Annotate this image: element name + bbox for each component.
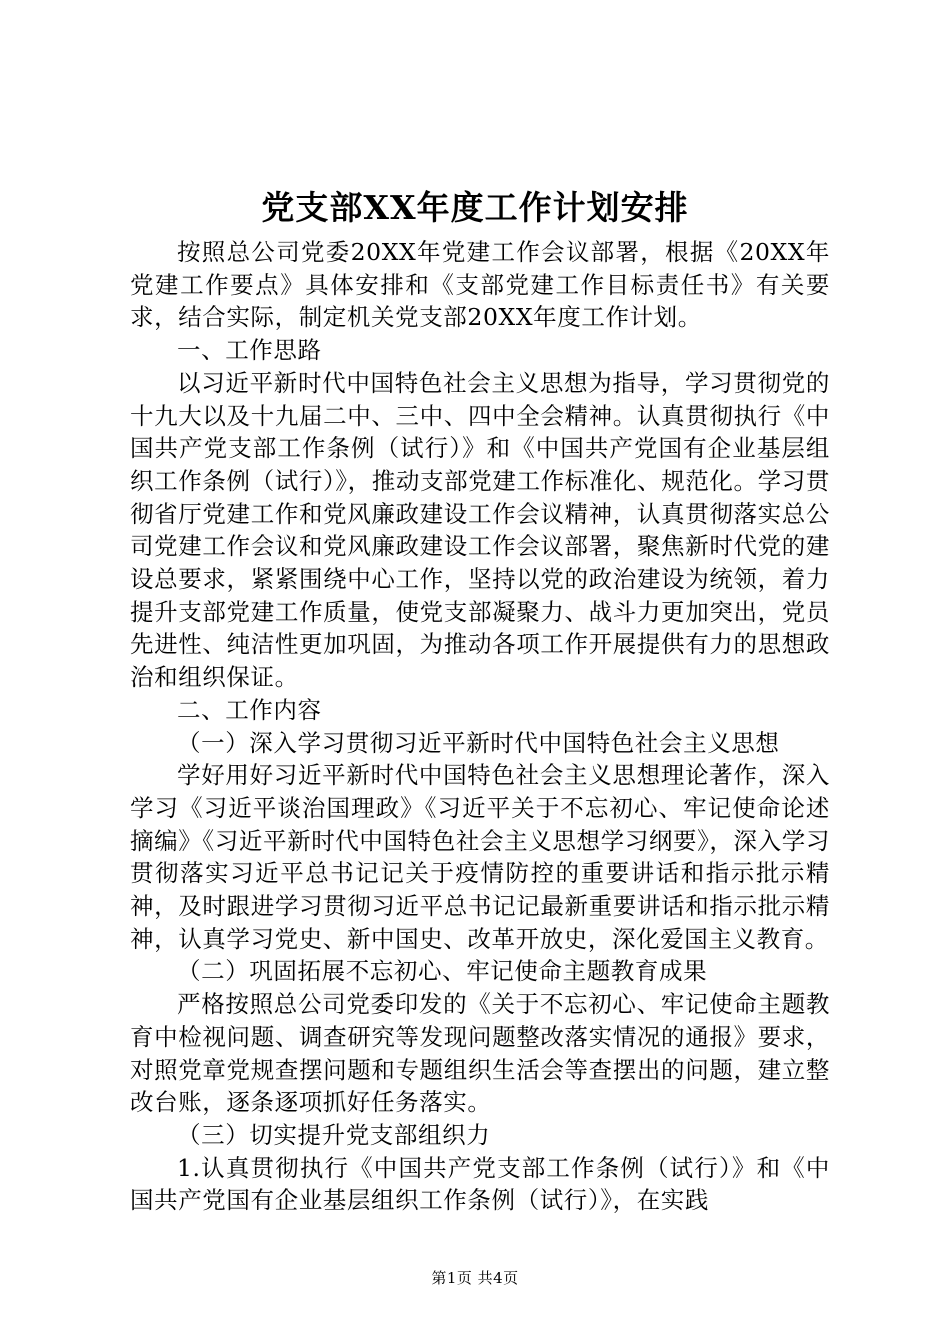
page-number-footer: 第1页 共4页 — [431, 1269, 519, 1287]
intro-paragraph: 按照总公司党委20XX年党建工作会议部署，根据《20XX年党建工作要点》具体安排和《支部党建工作目标责任书》有关要求，结合实际，制定机关党支部20XX年度工作计划。 — [130, 238, 830, 332]
document-title: 党支部XX年度工作计划安排 — [261, 188, 689, 227]
section-body-1: 以习近平新时代中国特色社会主义思想为指导，学习贯彻党的十九大以及十九届二中、三中、四中全会精神。认真贯彻执行《中国共产党支部工作条例（试行）》和《中国共产党国有企业基层组织工作条例（试行）》，推动支部党建工作标准化、规范化。学习贯彻省厅党建工作和党风廉政建设工作会议精神，认真贯彻落实总公司党建工作会议和党风廉政建设工作会议部署，聚焦新时代党的建设总要求，紧紧围绕中心工作，坚持以党的政治建设为统领，着力提升支部党建工作质量，使党支部凝聚力、战斗力更加突出，党员先进性、纯洁性更加巩固，为推动各项工作开展提供有力的思想政治和组织保证。 — [130, 368, 830, 692]
section-heading-2: 二、工作内容 — [177, 695, 322, 724]
subsection-item-1: 1.认真贯彻执行《中国共产党支部工作条例（试行）》和《中国共产党国有企业基层组织工作条例（试行）》，在实践 — [130, 1153, 830, 1215]
subsection-body-2: 严格按照总公司党委印发的《关于不忘初心、牢记使命主题教育中检视问题、调查研究等发现问题整改落实情况的通报》要求，对照党章党规查摆问题和专题组织生活会等查摆出的问题，建立整改台账，逐条逐项抓好任务落实。 — [130, 990, 830, 1117]
document-body — [130, 236, 830, 1217]
subsection-body-1: 学好用好习近平新时代中国特色社会主义思想理论著作，深入学习《习近平谈治国理政》《习近平关于不忘初心、牢记使命论述摘编》《习近平新时代中国特色社会主义思想学习纲要》，深入学习贯彻落实习近平总书记记关于疫情防控的重要讲话和指示批示精神，及时跟进学习贯彻习近平总书记记最新重要讲话和指示批示精神，认真学习党史、新中国史、改革开放史，深化爱国主义教育。 — [130, 761, 830, 953]
section-heading-1: 一、工作思路 — [177, 336, 322, 365]
subsection-heading-3: （三）切实提升党支部组织力 — [177, 1120, 491, 1149]
subsection-heading-1: （一）深入学习贯彻习近平新时代中国特色社会主义思想 — [177, 728, 780, 757]
subsection-heading-2: （二）巩固拓展不忘初心、牢记使命主题教育成果 — [177, 957, 708, 986]
